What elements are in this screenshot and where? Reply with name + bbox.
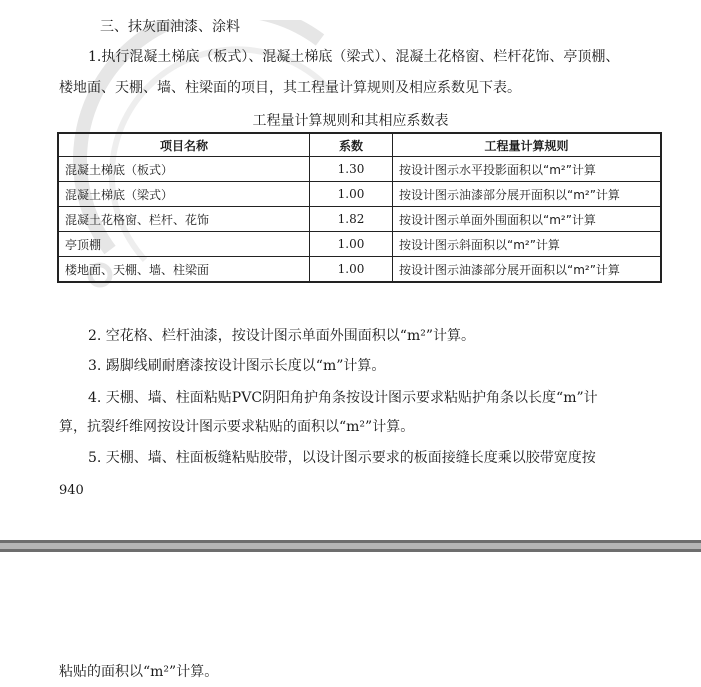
paragraph-5: 5. 天棚、墙、柱面板缝粘贴胶带，以设计图示要求的板面接缝长度乘以胶带宽度按	[88, 450, 596, 466]
table-row	[58, 232, 661, 257]
continuation-text: 粘贴的面积以“m²”计算。	[59, 664, 219, 680]
cell-calculation-rule: 按设计图示油漆部分展开面积以“m²”计算	[393, 257, 662, 283]
paragraph-2: 2. 空花格、栏杆油漆，按设计图示单面外围面积以“m²”计算。	[88, 328, 476, 344]
paragraph-4-line-2: 算，抗裂纤维网按设计图示要求粘贴的面积以“m²”计算。	[59, 419, 415, 435]
cell-coefficient: 1.30	[310, 157, 393, 182]
paragraph-4-line-1: 4. 天棚、墙、柱面粘贴PVC阴阳角护角条按设计图示要求粘贴护角条以长度“m”计	[88, 390, 598, 406]
header-coefficient: 系数	[310, 133, 393, 157]
paragraph-1-line-1: 1.执行混凝土梯底（板式）、混凝土梯底（梁式）、混凝土花格窗、栏杆花饰、亭顶棚、	[88, 49, 620, 65]
cell-item-name: 楼地面、天棚、墙、柱梁面	[58, 257, 310, 283]
coefficient-table	[57, 132, 662, 283]
cell-item-name: 混凝土梯底（板式）	[58, 157, 310, 182]
cell-coefficient: 1.00	[310, 182, 393, 207]
cell-calculation-rule: 按设计图示斜面积以“m²”计算	[393, 232, 662, 257]
table-row	[58, 257, 661, 283]
cell-item-name: 混凝土花格窗、栏杆、花饰	[58, 207, 310, 232]
paragraph-3: 3. 踢脚线刷耐磨漆按设计图示长度以“m”计算。	[88, 358, 386, 374]
cell-calculation-rule: 按设计图示油漆部分展开面积以“m²”计算	[393, 182, 662, 207]
table-row	[58, 157, 661, 182]
cell-coefficient: 1.00	[310, 257, 393, 283]
paragraph-1-line-2: 楼地面、天棚、墙、柱梁面的项目，其工程量计算规则及相应系数见下表。	[59, 80, 521, 96]
cell-item-name: 亭顶棚	[58, 232, 310, 257]
table-row	[58, 182, 661, 207]
section-title: 三、抹灰面油漆、涂料	[100, 19, 240, 35]
table-caption: 工程量计算规则和其相应系数表	[252, 113, 449, 129]
page-number: 940	[59, 483, 84, 498]
header-item-name: 项目名称	[58, 133, 310, 157]
cell-coefficient: 1.00	[310, 232, 393, 257]
table-header-row	[58, 133, 661, 157]
cell-calculation-rule: 按设计图示水平投影面积以“m²”计算	[393, 157, 662, 182]
cell-item-name: 混凝土梯底（梁式）	[58, 182, 310, 207]
separator-edge	[0, 540, 701, 543]
page-separator	[0, 540, 701, 552]
cell-calculation-rule: 按设计图示单面外围面积以“m²”计算	[393, 207, 662, 232]
cell-coefficient: 1.82	[310, 207, 393, 232]
table-row	[58, 207, 661, 232]
header-calculation-rule: 工程量计算规则	[393, 133, 662, 157]
